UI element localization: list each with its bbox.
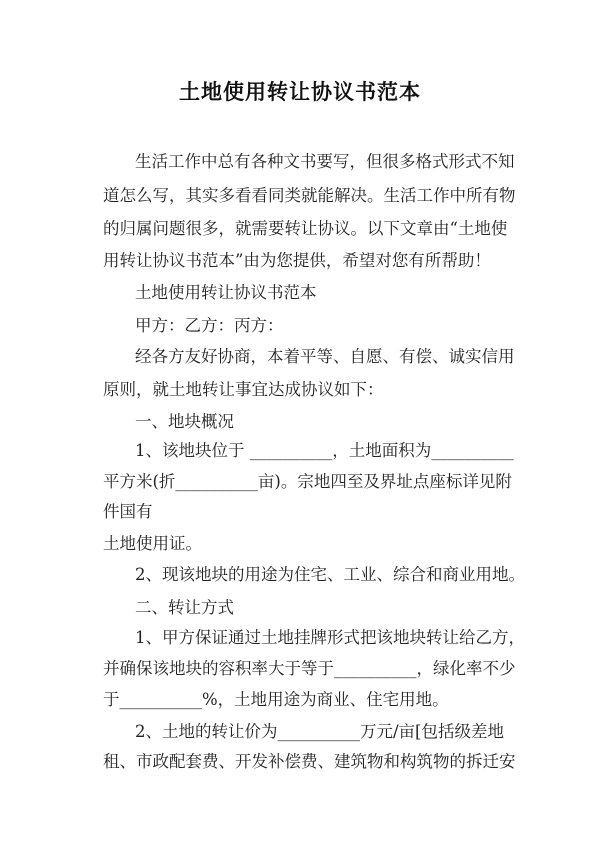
paragraph-line: 并确保该地块的容积率大于等于__________，绿化率不少 — [103, 659, 516, 678]
paragraph-line: 的归属问题很多，就需要转让协议。以下文章由“土地使 — [103, 219, 508, 238]
paragraph-line: 土地使用证。 — [103, 534, 202, 553]
section-heading: 一、地块概况 — [135, 412, 234, 431]
document-title: 土地使用转让协议书范本 — [179, 80, 421, 104]
paragraph-line: 经各方友好协商，本着平等、自愿、有偿、诚实信用 — [135, 347, 515, 366]
paragraph-line: 生活工作中总有各种文书要写，但很多格式形式不知 — [135, 152, 515, 171]
paragraph-line: 道怎么写，其实多看看同类就能解决。生活工作中所有物 — [103, 186, 516, 205]
paragraph-line: 于__________%，土地用途为商业、住宅用地。 — [103, 690, 449, 709]
section-heading: 二、转让方式 — [135, 598, 234, 617]
paragraph-line: 2、现该地块的用途为住宅、工业、综合和商业用地。 — [135, 565, 525, 584]
paragraph-line: 土地使用转让协议书范本 — [135, 283, 317, 302]
paragraph-line: 件国有 — [103, 502, 153, 521]
paragraph-line: 租、市政配套费、开发补偿费、建筑物和构筑物的拆迁安 — [103, 752, 516, 771]
paragraph-line: 1、甲方保证通过土地挂牌形式把该地块转让给乙方， — [135, 628, 525, 647]
paragraph-line: 用转让协议书范本”由为您提供，希望对您有所帮助！ — [103, 251, 491, 270]
paragraph-line: 原则，就土地转让事宜达成协议如下： — [103, 380, 384, 399]
paragraph-line: 2、土地的转让价为__________万元/亩[包括级差地 — [135, 722, 504, 741]
paragraph-line: 1、该地块位于 __________，土地面积为__________ — [135, 441, 514, 460]
paragraph-line: 平方米(折__________亩)。宗地四至及界址点座标详见附 — [103, 472, 512, 491]
paragraph-line: 甲方：乙方：丙方： — [135, 316, 284, 335]
